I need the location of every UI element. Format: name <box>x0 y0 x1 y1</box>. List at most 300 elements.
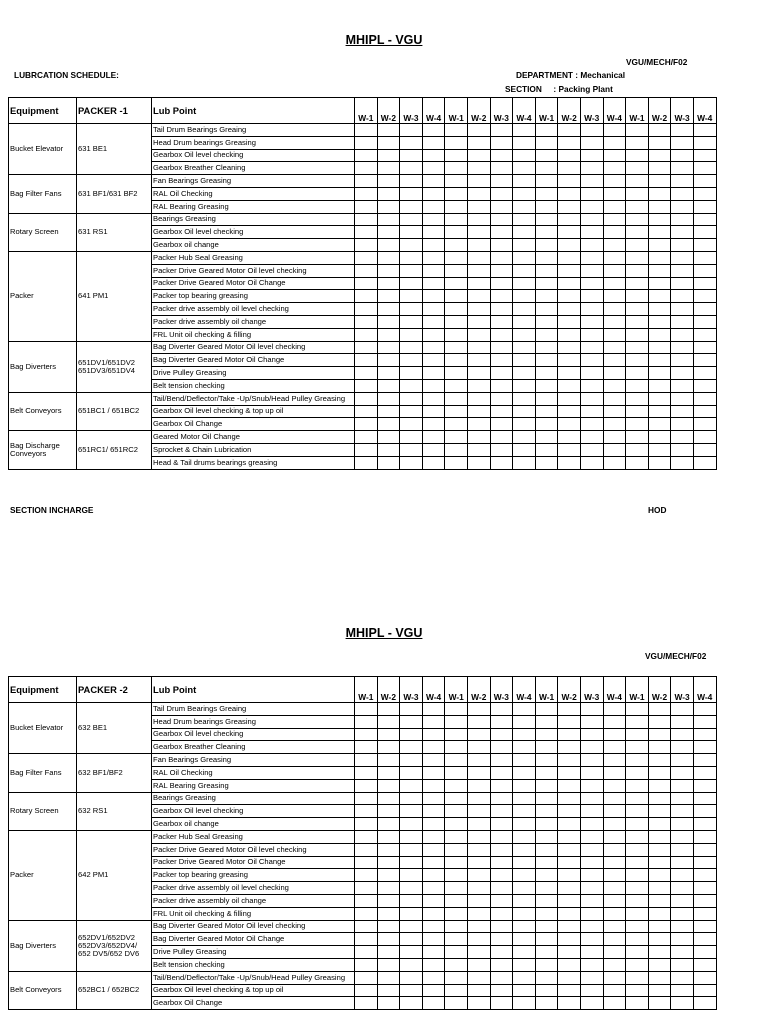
week-check-cell[interactable] <box>671 703 694 716</box>
week-check-cell[interactable] <box>693 443 716 456</box>
week-check-cell[interactable] <box>558 328 581 341</box>
week-check-cell[interactable] <box>467 162 490 175</box>
week-check-cell[interactable] <box>422 315 445 328</box>
week-check-cell[interactable] <box>490 341 513 354</box>
week-check-cell[interactable] <box>671 136 694 149</box>
week-check-cell[interactable] <box>513 239 536 252</box>
week-check-cell[interactable] <box>580 379 603 392</box>
week-check-cell[interactable] <box>377 200 400 213</box>
week-check-cell[interactable] <box>422 443 445 456</box>
week-check-cell[interactable] <box>535 379 558 392</box>
week-check-cell[interactable] <box>603 124 626 137</box>
week-check-cell[interactable] <box>513 728 536 741</box>
week-check-cell[interactable] <box>467 703 490 716</box>
week-check-cell[interactable] <box>422 703 445 716</box>
week-check-cell[interactable] <box>377 341 400 354</box>
week-check-cell[interactable] <box>648 136 671 149</box>
week-check-cell[interactable] <box>603 328 626 341</box>
week-check-cell[interactable] <box>467 946 490 959</box>
week-check-cell[interactable] <box>513 149 536 162</box>
week-check-cell[interactable] <box>693 367 716 380</box>
week-check-cell[interactable] <box>400 715 423 728</box>
week-check-cell[interactable] <box>490 124 513 137</box>
week-check-cell[interactable] <box>445 418 468 431</box>
week-check-cell[interactable] <box>535 367 558 380</box>
week-check-cell[interactable] <box>377 367 400 380</box>
week-check-cell[interactable] <box>626 715 649 728</box>
week-check-cell[interactable] <box>467 856 490 869</box>
week-check-cell[interactable] <box>558 187 581 200</box>
week-check-cell[interactable] <box>400 933 423 946</box>
week-check-cell[interactable] <box>693 456 716 469</box>
week-check-cell[interactable] <box>355 149 378 162</box>
week-check-cell[interactable] <box>693 187 716 200</box>
week-check-cell[interactable] <box>558 933 581 946</box>
week-check-cell[interactable] <box>603 367 626 380</box>
week-check-cell[interactable] <box>422 984 445 997</box>
week-check-cell[interactable] <box>513 303 536 316</box>
week-check-cell[interactable] <box>558 882 581 895</box>
week-check-cell[interactable] <box>626 703 649 716</box>
week-check-cell[interactable] <box>693 792 716 805</box>
week-check-cell[interactable] <box>467 379 490 392</box>
week-check-cell[interactable] <box>400 997 423 1010</box>
week-check-cell[interactable] <box>513 907 536 920</box>
week-check-cell[interactable] <box>535 741 558 754</box>
week-check-cell[interactable] <box>355 162 378 175</box>
week-check-cell[interactable] <box>422 405 445 418</box>
week-check-cell[interactable] <box>535 958 558 971</box>
week-check-cell[interactable] <box>671 251 694 264</box>
week-check-cell[interactable] <box>671 856 694 869</box>
week-check-cell[interactable] <box>580 958 603 971</box>
week-check-cell[interactable] <box>467 200 490 213</box>
week-check-cell[interactable] <box>603 882 626 895</box>
week-check-cell[interactable] <box>693 843 716 856</box>
week-check-cell[interactable] <box>467 741 490 754</box>
week-check-cell[interactable] <box>355 213 378 226</box>
week-check-cell[interactable] <box>693 728 716 741</box>
week-check-cell[interactable] <box>467 728 490 741</box>
week-check-cell[interactable] <box>377 456 400 469</box>
week-check-cell[interactable] <box>671 187 694 200</box>
week-check-cell[interactable] <box>580 703 603 716</box>
week-check-cell[interactable] <box>535 933 558 946</box>
week-check-cell[interactable] <box>603 818 626 831</box>
week-check-cell[interactable] <box>400 805 423 818</box>
week-check-cell[interactable] <box>535 200 558 213</box>
week-check-cell[interactable] <box>490 703 513 716</box>
week-check-cell[interactable] <box>445 239 468 252</box>
week-check-cell[interactable] <box>535 136 558 149</box>
week-check-cell[interactable] <box>445 818 468 831</box>
week-check-cell[interactable] <box>580 715 603 728</box>
week-check-cell[interactable] <box>377 213 400 226</box>
week-check-cell[interactable] <box>355 792 378 805</box>
week-check-cell[interactable] <box>626 946 649 959</box>
week-check-cell[interactable] <box>490 251 513 264</box>
week-check-cell[interactable] <box>671 200 694 213</box>
week-check-cell[interactable] <box>513 290 536 303</box>
week-check-cell[interactable] <box>580 328 603 341</box>
week-check-cell[interactable] <box>671 315 694 328</box>
week-check-cell[interactable] <box>626 830 649 843</box>
week-check-cell[interactable] <box>355 239 378 252</box>
week-check-cell[interactable] <box>535 162 558 175</box>
week-check-cell[interactable] <box>535 997 558 1010</box>
week-check-cell[interactable] <box>535 869 558 882</box>
week-check-cell[interactable] <box>535 290 558 303</box>
week-check-cell[interactable] <box>422 367 445 380</box>
week-check-cell[interactable] <box>603 213 626 226</box>
week-check-cell[interactable] <box>626 843 649 856</box>
week-check-cell[interactable] <box>490 200 513 213</box>
week-check-cell[interactable] <box>445 328 468 341</box>
week-check-cell[interactable] <box>558 136 581 149</box>
week-check-cell[interactable] <box>490 136 513 149</box>
week-check-cell[interactable] <box>671 715 694 728</box>
week-check-cell[interactable] <box>535 715 558 728</box>
week-check-cell[interactable] <box>558 162 581 175</box>
week-check-cell[interactable] <box>445 882 468 895</box>
week-check-cell[interactable] <box>580 805 603 818</box>
week-check-cell[interactable] <box>513 136 536 149</box>
week-check-cell[interactable] <box>400 239 423 252</box>
week-check-cell[interactable] <box>490 805 513 818</box>
week-check-cell[interactable] <box>355 703 378 716</box>
week-check-cell[interactable] <box>626 354 649 367</box>
week-check-cell[interactable] <box>603 703 626 716</box>
week-check-cell[interactable] <box>648 443 671 456</box>
week-check-cell[interactable] <box>422 856 445 869</box>
week-check-cell[interactable] <box>422 933 445 946</box>
week-check-cell[interactable] <box>467 328 490 341</box>
week-check-cell[interactable] <box>467 933 490 946</box>
week-check-cell[interactable] <box>400 869 423 882</box>
week-check-cell[interactable] <box>355 843 378 856</box>
week-check-cell[interactable] <box>445 703 468 716</box>
week-check-cell[interactable] <box>558 175 581 188</box>
week-check-cell[interactable] <box>377 894 400 907</box>
week-check-cell[interactable] <box>603 779 626 792</box>
week-check-cell[interactable] <box>671 162 694 175</box>
week-check-cell[interactable] <box>513 175 536 188</box>
week-check-cell[interactable] <box>648 869 671 882</box>
week-check-cell[interactable] <box>535 856 558 869</box>
week-check-cell[interactable] <box>558 715 581 728</box>
week-check-cell[interactable] <box>671 354 694 367</box>
week-check-cell[interactable] <box>513 882 536 895</box>
week-check-cell[interactable] <box>693 290 716 303</box>
week-check-cell[interactable] <box>467 251 490 264</box>
week-check-cell[interactable] <box>445 741 468 754</box>
week-check-cell[interactable] <box>671 431 694 444</box>
week-check-cell[interactable] <box>558 379 581 392</box>
week-check-cell[interactable] <box>671 264 694 277</box>
week-check-cell[interactable] <box>626 303 649 316</box>
week-check-cell[interactable] <box>603 958 626 971</box>
week-check-cell[interactable] <box>513 456 536 469</box>
week-check-cell[interactable] <box>535 392 558 405</box>
week-check-cell[interactable] <box>535 907 558 920</box>
week-check-cell[interactable] <box>648 907 671 920</box>
week-check-cell[interactable] <box>422 187 445 200</box>
week-check-cell[interactable] <box>490 187 513 200</box>
week-check-cell[interactable] <box>535 251 558 264</box>
week-check-cell[interactable] <box>580 431 603 444</box>
week-check-cell[interactable] <box>467 766 490 779</box>
week-check-cell[interactable] <box>400 290 423 303</box>
week-check-cell[interactable] <box>693 754 716 767</box>
week-check-cell[interactable] <box>513 405 536 418</box>
week-check-cell[interactable] <box>377 379 400 392</box>
week-check-cell[interactable] <box>580 200 603 213</box>
week-check-cell[interactable] <box>400 315 423 328</box>
week-check-cell[interactable] <box>445 162 468 175</box>
week-check-cell[interactable] <box>626 277 649 290</box>
week-check-cell[interactable] <box>648 405 671 418</box>
week-check-cell[interactable] <box>422 264 445 277</box>
week-check-cell[interactable] <box>671 779 694 792</box>
week-check-cell[interactable] <box>445 792 468 805</box>
week-check-cell[interactable] <box>355 290 378 303</box>
week-check-cell[interactable] <box>603 200 626 213</box>
week-check-cell[interactable] <box>671 418 694 431</box>
week-check-cell[interactable] <box>603 946 626 959</box>
week-check-cell[interactable] <box>445 830 468 843</box>
week-check-cell[interactable] <box>626 779 649 792</box>
week-check-cell[interactable] <box>355 315 378 328</box>
week-check-cell[interactable] <box>603 971 626 984</box>
week-check-cell[interactable] <box>558 392 581 405</box>
week-check-cell[interactable] <box>377 805 400 818</box>
week-check-cell[interactable] <box>377 431 400 444</box>
week-check-cell[interactable] <box>580 843 603 856</box>
week-check-cell[interactable] <box>490 869 513 882</box>
week-check-cell[interactable] <box>603 856 626 869</box>
week-check-cell[interactable] <box>490 882 513 895</box>
week-check-cell[interactable] <box>693 920 716 933</box>
week-check-cell[interactable] <box>422 392 445 405</box>
week-check-cell[interactable] <box>580 792 603 805</box>
week-check-cell[interactable] <box>400 958 423 971</box>
week-check-cell[interactable] <box>400 984 423 997</box>
week-check-cell[interactable] <box>422 175 445 188</box>
week-check-cell[interactable] <box>400 392 423 405</box>
week-check-cell[interactable] <box>467 997 490 1010</box>
week-check-cell[interactable] <box>626 149 649 162</box>
week-check-cell[interactable] <box>422 779 445 792</box>
week-check-cell[interactable] <box>355 818 378 831</box>
week-check-cell[interactable] <box>445 149 468 162</box>
week-check-cell[interactable] <box>355 443 378 456</box>
week-check-cell[interactable] <box>671 728 694 741</box>
week-check-cell[interactable] <box>693 818 716 831</box>
week-check-cell[interactable] <box>535 149 558 162</box>
week-check-cell[interactable] <box>558 958 581 971</box>
week-check-cell[interactable] <box>626 405 649 418</box>
week-check-cell[interactable] <box>377 869 400 882</box>
week-check-cell[interactable] <box>513 200 536 213</box>
week-check-cell[interactable] <box>558 894 581 907</box>
week-check-cell[interactable] <box>400 136 423 149</box>
week-check-cell[interactable] <box>467 290 490 303</box>
week-check-cell[interactable] <box>535 779 558 792</box>
week-check-cell[interactable] <box>400 920 423 933</box>
week-check-cell[interactable] <box>558 946 581 959</box>
week-check-cell[interactable] <box>535 405 558 418</box>
week-check-cell[interactable] <box>490 264 513 277</box>
week-check-cell[interactable] <box>693 418 716 431</box>
week-check-cell[interactable] <box>580 754 603 767</box>
week-check-cell[interactable] <box>422 136 445 149</box>
week-check-cell[interactable] <box>422 149 445 162</box>
week-check-cell[interactable] <box>355 405 378 418</box>
week-check-cell[interactable] <box>535 124 558 137</box>
week-check-cell[interactable] <box>490 392 513 405</box>
week-check-cell[interactable] <box>422 741 445 754</box>
week-check-cell[interactable] <box>648 728 671 741</box>
week-check-cell[interactable] <box>355 728 378 741</box>
week-check-cell[interactable] <box>535 175 558 188</box>
week-check-cell[interactable] <box>467 175 490 188</box>
week-check-cell[interactable] <box>377 149 400 162</box>
week-check-cell[interactable] <box>558 405 581 418</box>
week-check-cell[interactable] <box>467 443 490 456</box>
week-check-cell[interactable] <box>400 443 423 456</box>
week-check-cell[interactable] <box>422 379 445 392</box>
week-check-cell[interactable] <box>513 703 536 716</box>
week-check-cell[interactable] <box>671 984 694 997</box>
week-check-cell[interactable] <box>445 779 468 792</box>
week-check-cell[interactable] <box>603 920 626 933</box>
week-check-cell[interactable] <box>693 264 716 277</box>
week-check-cell[interactable] <box>693 715 716 728</box>
week-check-cell[interactable] <box>626 124 649 137</box>
week-check-cell[interactable] <box>400 187 423 200</box>
week-check-cell[interactable] <box>467 958 490 971</box>
week-check-cell[interactable] <box>400 405 423 418</box>
week-check-cell[interactable] <box>467 754 490 767</box>
week-check-cell[interactable] <box>467 341 490 354</box>
week-check-cell[interactable] <box>648 715 671 728</box>
week-check-cell[interactable] <box>490 418 513 431</box>
week-check-cell[interactable] <box>535 264 558 277</box>
week-check-cell[interactable] <box>580 984 603 997</box>
week-check-cell[interactable] <box>580 818 603 831</box>
week-check-cell[interactable] <box>535 805 558 818</box>
week-check-cell[interactable] <box>513 869 536 882</box>
week-check-cell[interactable] <box>422 226 445 239</box>
week-check-cell[interactable] <box>648 277 671 290</box>
week-check-cell[interactable] <box>355 303 378 316</box>
week-check-cell[interactable] <box>445 869 468 882</box>
week-check-cell[interactable] <box>377 766 400 779</box>
week-check-cell[interactable] <box>558 290 581 303</box>
week-check-cell[interactable] <box>648 997 671 1010</box>
week-check-cell[interactable] <box>377 741 400 754</box>
week-check-cell[interactable] <box>693 303 716 316</box>
week-check-cell[interactable] <box>377 187 400 200</box>
week-check-cell[interactable] <box>558 843 581 856</box>
week-check-cell[interactable] <box>490 818 513 831</box>
week-check-cell[interactable] <box>558 251 581 264</box>
week-check-cell[interactable] <box>671 379 694 392</box>
week-check-cell[interactable] <box>422 354 445 367</box>
week-check-cell[interactable] <box>377 162 400 175</box>
week-check-cell[interactable] <box>580 341 603 354</box>
week-check-cell[interactable] <box>603 187 626 200</box>
week-check-cell[interactable] <box>558 754 581 767</box>
week-check-cell[interactable] <box>513 754 536 767</box>
week-check-cell[interactable] <box>355 251 378 264</box>
week-check-cell[interactable] <box>422 907 445 920</box>
week-check-cell[interactable] <box>490 315 513 328</box>
week-check-cell[interactable] <box>693 124 716 137</box>
week-check-cell[interactable] <box>400 946 423 959</box>
week-check-cell[interactable] <box>400 354 423 367</box>
week-check-cell[interactable] <box>467 136 490 149</box>
week-check-cell[interactable] <box>580 136 603 149</box>
week-check-cell[interactable] <box>400 367 423 380</box>
week-check-cell[interactable] <box>558 869 581 882</box>
week-check-cell[interactable] <box>513 818 536 831</box>
week-check-cell[interactable] <box>400 703 423 716</box>
week-check-cell[interactable] <box>671 226 694 239</box>
week-check-cell[interactable] <box>377 920 400 933</box>
week-check-cell[interactable] <box>693 805 716 818</box>
week-check-cell[interactable] <box>603 894 626 907</box>
week-check-cell[interactable] <box>626 328 649 341</box>
week-check-cell[interactable] <box>558 303 581 316</box>
week-check-cell[interactable] <box>467 405 490 418</box>
week-check-cell[interactable] <box>626 754 649 767</box>
week-check-cell[interactable] <box>445 392 468 405</box>
week-check-cell[interactable] <box>693 869 716 882</box>
week-check-cell[interactable] <box>490 894 513 907</box>
week-check-cell[interactable] <box>648 933 671 946</box>
week-check-cell[interactable] <box>355 805 378 818</box>
week-check-cell[interactable] <box>400 843 423 856</box>
week-check-cell[interactable] <box>693 703 716 716</box>
week-check-cell[interactable] <box>355 392 378 405</box>
week-check-cell[interactable] <box>490 907 513 920</box>
week-check-cell[interactable] <box>400 303 423 316</box>
week-check-cell[interactable] <box>355 984 378 997</box>
week-check-cell[interactable] <box>513 830 536 843</box>
week-check-cell[interactable] <box>445 997 468 1010</box>
week-check-cell[interactable] <box>355 933 378 946</box>
week-check-cell[interactable] <box>445 303 468 316</box>
week-check-cell[interactable] <box>626 239 649 252</box>
week-check-cell[interactable] <box>648 392 671 405</box>
week-check-cell[interactable] <box>603 728 626 741</box>
week-check-cell[interactable] <box>377 251 400 264</box>
week-check-cell[interactable] <box>377 958 400 971</box>
week-check-cell[interactable] <box>603 456 626 469</box>
week-check-cell[interactable] <box>513 226 536 239</box>
week-check-cell[interactable] <box>513 124 536 137</box>
week-check-cell[interactable] <box>513 792 536 805</box>
week-check-cell[interactable] <box>693 830 716 843</box>
week-check-cell[interactable] <box>355 869 378 882</box>
week-check-cell[interactable] <box>467 843 490 856</box>
week-check-cell[interactable] <box>580 162 603 175</box>
week-check-cell[interactable] <box>400 456 423 469</box>
week-check-cell[interactable] <box>626 392 649 405</box>
week-check-cell[interactable] <box>671 175 694 188</box>
week-check-cell[interactable] <box>355 431 378 444</box>
